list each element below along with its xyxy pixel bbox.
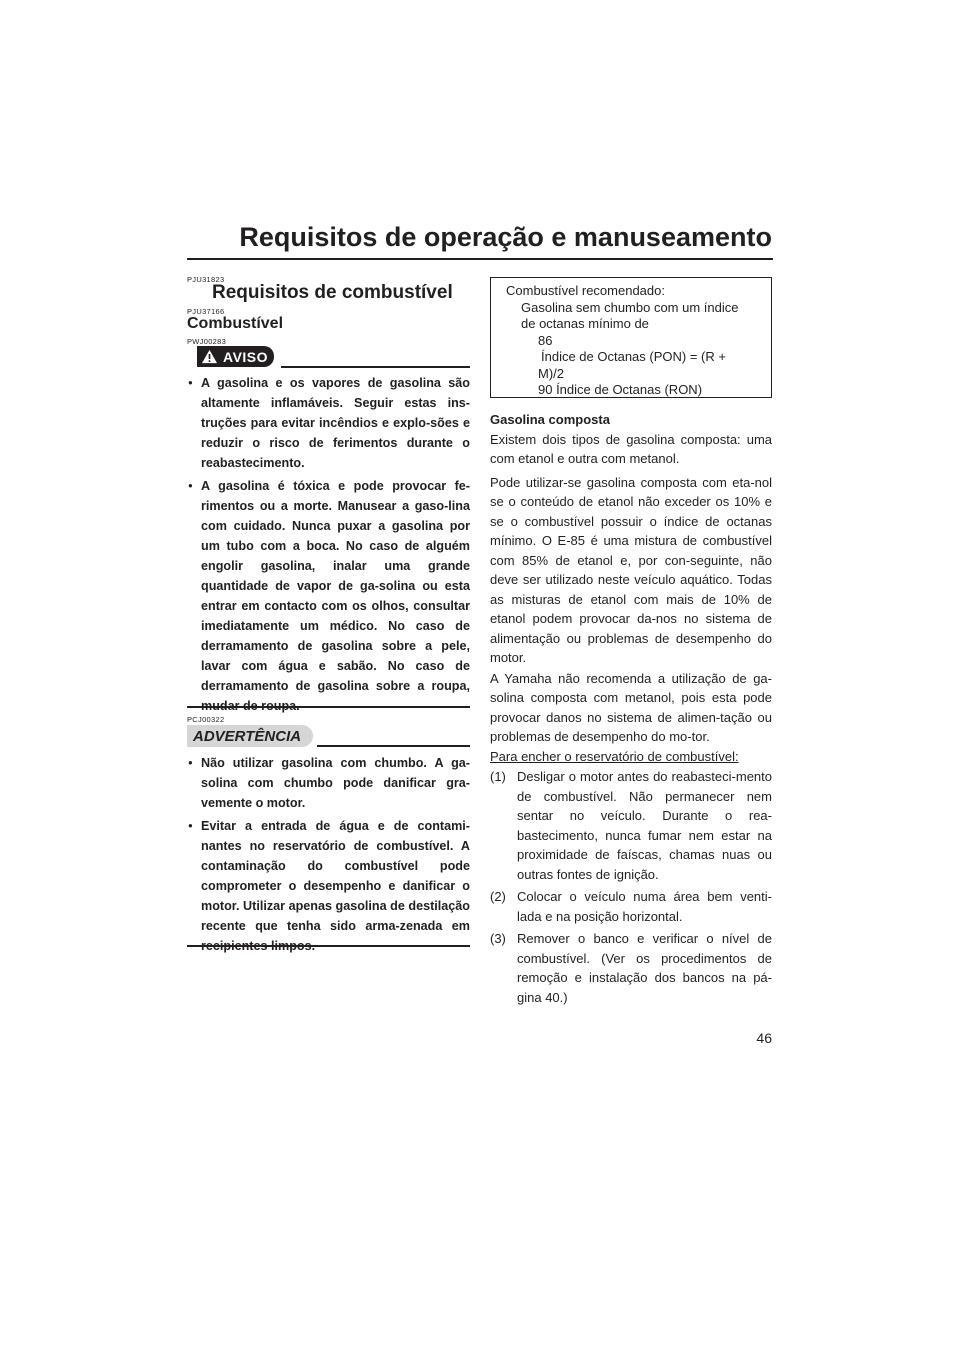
warning-item: ● A gasolina é tóxica e pode provocar fe-rimentos ou a morte. Manusear a gaso-lina com cuidado. Nunca puxar a gasolina por um tubo com a boca. No caso de alguém engolir gasolina, inalar uma grande quantidade de vapor de ga-solina ou esta entrar em contacto com os olhos, consultar imediatamente um médico. No caso de derramamento de gasolina sobre a pele, lavar com água e sabão. No caso de derramamento de gasolina sobre a roupa, bbox=[187, 476, 470, 716]
step-item bbox=[490, 929, 772, 1007]
title-rule bbox=[187, 258, 773, 260]
right-column-text bbox=[490, 410, 772, 1007]
warning-item: ● A gasolina e os vapores de gasolina são altamente inflamáveis. Seguir estas ins-truções para evitar incêndios e explo-sões e reduzir o risco de ferimentos durante o reabastecimento. bbox=[187, 373, 470, 473]
notice-rule bbox=[317, 745, 470, 747]
notice-end-rule bbox=[187, 945, 470, 947]
paragraph: Pode utilizar-se gasolina composta com eta-nol se o conteúdo de etanol não exceder os 10% e se o combustível possuir o índice de octanas mínimo. O E-85 é uma mistura de combustível com 85% de etanol e, por con-seguinte, não deve ser utilizado neste veículo aquático. Todas as misturas de etanol com mais de 10% de etanol podem provocar da-nos no sistema de alimentação ou problemas de desempenho do motor. bbox=[490, 474, 772, 665]
step-number: (1) bbox=[490, 769, 506, 784]
spec-label: Combustível recomendado: bbox=[506, 283, 665, 298]
spec-box bbox=[490, 277, 772, 398]
warning-code: PWJ00283 bbox=[187, 337, 227, 346]
step-number: (3) bbox=[490, 931, 506, 946]
notice-badge: ADVERTÊNCIA bbox=[187, 725, 313, 747]
section-title: Requisitos de combustível bbox=[212, 282, 453, 303]
page-number: 46 bbox=[756, 1030, 772, 1046]
spec-line: Gasolina sem chumbo com um índice bbox=[521, 299, 739, 315]
paragraph: Existem dois tipos de gasolina composta: uma com etanol e outra com metanol. bbox=[490, 431, 772, 466]
page-title: Requisitos de operação e manuseamento bbox=[239, 222, 772, 252]
notice-list bbox=[187, 753, 470, 956]
warning-label: AVISO bbox=[223, 348, 269, 365]
section-code: PJU31823 bbox=[187, 275, 225, 284]
spec-value: 90 Índice de Octanas (RON) bbox=[538, 382, 703, 397]
spec-line: de octanas mínimo de bbox=[521, 316, 649, 331]
step-text: Remover o banco e verificar o nível de combustível. (Ver os procedimentos de remoção e instalação dos bancos na pá-gina 40.) bbox=[517, 931, 772, 1005]
warning-rule bbox=[281, 366, 470, 368]
notice-item: ● Não utilizar gasolina com chumbo. A ga-solina com chumbo pode danificar gra-vemente o motor. bbox=[187, 753, 470, 813]
warning-end-rule bbox=[187, 706, 470, 708]
step-text: Desligar o motor antes do reabasteci-mento de combustível. Não permanecer nem sentar no veículo. Durante o rea-bastecimento, nunca fumar nem estar na proximidade de faíscas, chamas nuas ou outras fontes de ignição. bbox=[517, 769, 772, 882]
step-number: (2) bbox=[490, 889, 506, 904]
warning-icon bbox=[201, 349, 218, 364]
mix-heading: Gasolina composta bbox=[490, 412, 610, 427]
steps-list bbox=[490, 767, 772, 1007]
fill-heading: Para encher o reservatório de combustível: bbox=[490, 748, 739, 764]
notice-code: PCJ00322 bbox=[187, 715, 225, 724]
warning-list bbox=[187, 373, 470, 716]
spec-line: Índice de Octanas (PON) = (R + bbox=[541, 349, 726, 364]
spec-line: M)/2 bbox=[538, 365, 564, 381]
step-item bbox=[490, 887, 772, 926]
step-item bbox=[490, 767, 772, 884]
subsection-title: Combustível bbox=[187, 315, 284, 332]
subsection-code: PJU37166 bbox=[187, 307, 225, 316]
warning-badge bbox=[197, 346, 274, 367]
spec-value: 86 bbox=[538, 332, 553, 348]
notice-item: ● Evitar a entrada de água e de contami-nantes no reservatório de combustível. A contaminação do combustível pode comprometer o desempenho e danificar o motor. Utilizar apenas gasolina de destilação recente que tenha sido arma-zenada em bbox=[187, 816, 470, 956]
paragraph: A Yamaha não recomenda a utilização de ga-solina composta com metanol, pois esta pode provocar danos no sistema de alimen-tação ou problemas de desempenho do mo-tor. bbox=[490, 670, 772, 744]
step-text: Colocar o veículo numa área bem venti-lada e na posição horizontal. bbox=[517, 889, 772, 924]
